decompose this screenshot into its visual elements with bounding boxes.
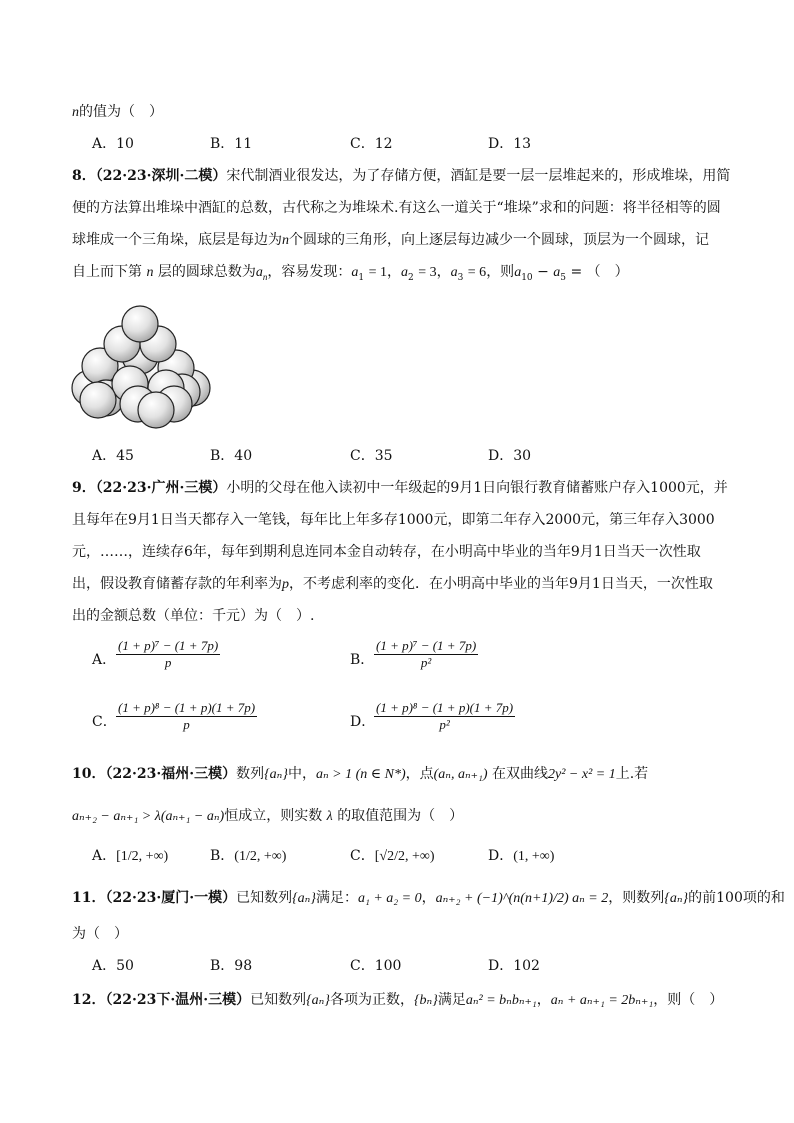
q7-option-b[interactable]: B．11: [210, 136, 253, 152]
q9-option-c-label[interactable]: C．: [92, 714, 117, 730]
q8-stacked-spheres-figure: [70, 298, 218, 432]
q11-option-d[interactable]: D．102: [488, 958, 540, 974]
q9-option-a[interactable]: $\frac{\text{(1 + p)⁷ − (1 + 7p)}}{p}$: [118, 638, 219, 670]
q8-line-2: 便的方法算出堆垛中酒缸的总数，古代称之为堆垛术.有这么一道关于“堆垛”求和的问题：将半径相等的圆: [72, 200, 721, 216]
q9-line-2: 且每年在9月1日当天都存入一笔钱，每年比上年多存1000元，即第二年存入2000元，第三年存入3000: [72, 512, 715, 528]
q10-option-d[interactable]: D．(1, +∞): [488, 848, 555, 864]
q8-source-tag: （22·23·深圳·二模）: [95, 168, 227, 184]
q8-line-3: 球堆成一个三角垛，底层是每边为n个圆球的三角形，向上逐层每边减少一个圆球，顶层为一个圆球，记: [72, 232, 709, 248]
q12-line-1: 12．（22·23下·温州·三模）已知数列{aₙ}各项为正数，{bₙ}满足aₙ² = bₙbₙ₊₁，aₙ + aₙ₊₁ = 2bₙ₊₁，则（ ）: [72, 992, 724, 1008]
q8-line-1: 8．（22·23·深圳·二模）宋代制酒业很发达，为了存储方便，酒缸是要一层一层堆起来的，形成堆垛，用简: [72, 168, 731, 184]
q7-option-d[interactable]: D．13: [488, 136, 532, 152]
q7-option-a[interactable]: A．10: [92, 136, 134, 152]
q12-source-tag: （22·23下·温州·三模）: [105, 992, 251, 1008]
q8-line-4: 自上而下第 n 层的圆球总数为$a_n$，容易发现：$a_1 = 1$，$a_2 = 3$，$a_3 = 6$，则$a_{10} - a_5$ = （ ）: [72, 264, 629, 283]
q10-option-b[interactable]: B．(1/2, +∞): [210, 848, 287, 864]
q7-option-c[interactable]: C．12: [350, 136, 393, 152]
q8-option-d[interactable]: D．30: [488, 448, 532, 464]
q11-line-1: 11．（22·23·厦门·一模）已知数列{aₙ}满足：a₁ + a₂ = 0，aₙ₊₂ + (−1)^(n(n+1)/2) aₙ = 2，则数列{aₙ}的前100项的和: [72, 890, 785, 906]
q10-option-a[interactable]: A．[1/2, +∞): [92, 848, 169, 864]
q11-option-c[interactable]: C．100: [350, 958, 402, 974]
q11-line-2: 为（ ）: [72, 926, 128, 942]
q9-line-4: 出，假设教育储蓄存款的年利率为p，不考虑利率的变化．在小明高中毕业的当年9月1日当天，一次性取: [72, 576, 713, 592]
q10-line-1: 10．（22·23·福州·三模）数列{aₙ}中，aₙ > 1 (n ∈ N*)，点(aₙ, aₙ₊₁) 在双曲线2y² − x² = 1上.若: [72, 766, 649, 782]
q9-line-1: 9．（22·23·广州·三模）小明的父母在他入读初中一年级起的9月1日向银行教育储蓄账户存入1000元，并: [72, 480, 728, 496]
q9-option-d[interactable]: $\frac{\text{(1 + p)⁸ − (1 + p)(1 + 7p)}}{\text{p²}}$: [376, 700, 514, 732]
q7-stem-tail: n的值为（ ）: [72, 104, 163, 120]
q9-line-5: 出的金额总数（单位：千元）为（ ）.: [72, 608, 315, 624]
q11-option-a[interactable]: A．50: [92, 958, 134, 974]
q9-source-tag: （22·23·广州·三模）: [95, 480, 227, 496]
q9-option-d-label[interactable]: D．: [350, 714, 376, 730]
q9-option-c[interactable]: $\frac{\text{(1 + p)⁸ − (1 + p)(1 + 7p)}}{p}$: [118, 700, 256, 732]
q8-option-b[interactable]: B．40: [210, 448, 253, 464]
q9-option-a-label[interactable]: A．: [92, 652, 117, 668]
q8-option-a[interactable]: A．45: [92, 448, 134, 464]
q8-option-c[interactable]: C．35: [350, 448, 393, 464]
q10-source-tag: （22·23·福州·三模）: [105, 766, 237, 782]
q9-option-b-label[interactable]: B．: [350, 652, 375, 668]
q9-line-3: 元，……，连续存6年，每年到期利息连同本金自动转存，在小明高中毕业的当年9月1日当天一次性取: [72, 544, 701, 560]
q10-line-2: aₙ₊₂ − aₙ₊₁ > λ(aₙ₊₁ − aₙ)恒成立，则实数 λ 的取值范围为（ ）: [72, 808, 464, 824]
q10-option-c[interactable]: C．[√2/2, +∞): [350, 848, 435, 864]
q11-source-tag: （22·23·厦门·一模）: [105, 890, 237, 906]
q9-option-b[interactable]: $\frac{\text{(1 + p)⁷ − (1 + 7p)}}{\text{p²}}$: [376, 638, 477, 670]
q11-option-b[interactable]: B．98: [210, 958, 253, 974]
